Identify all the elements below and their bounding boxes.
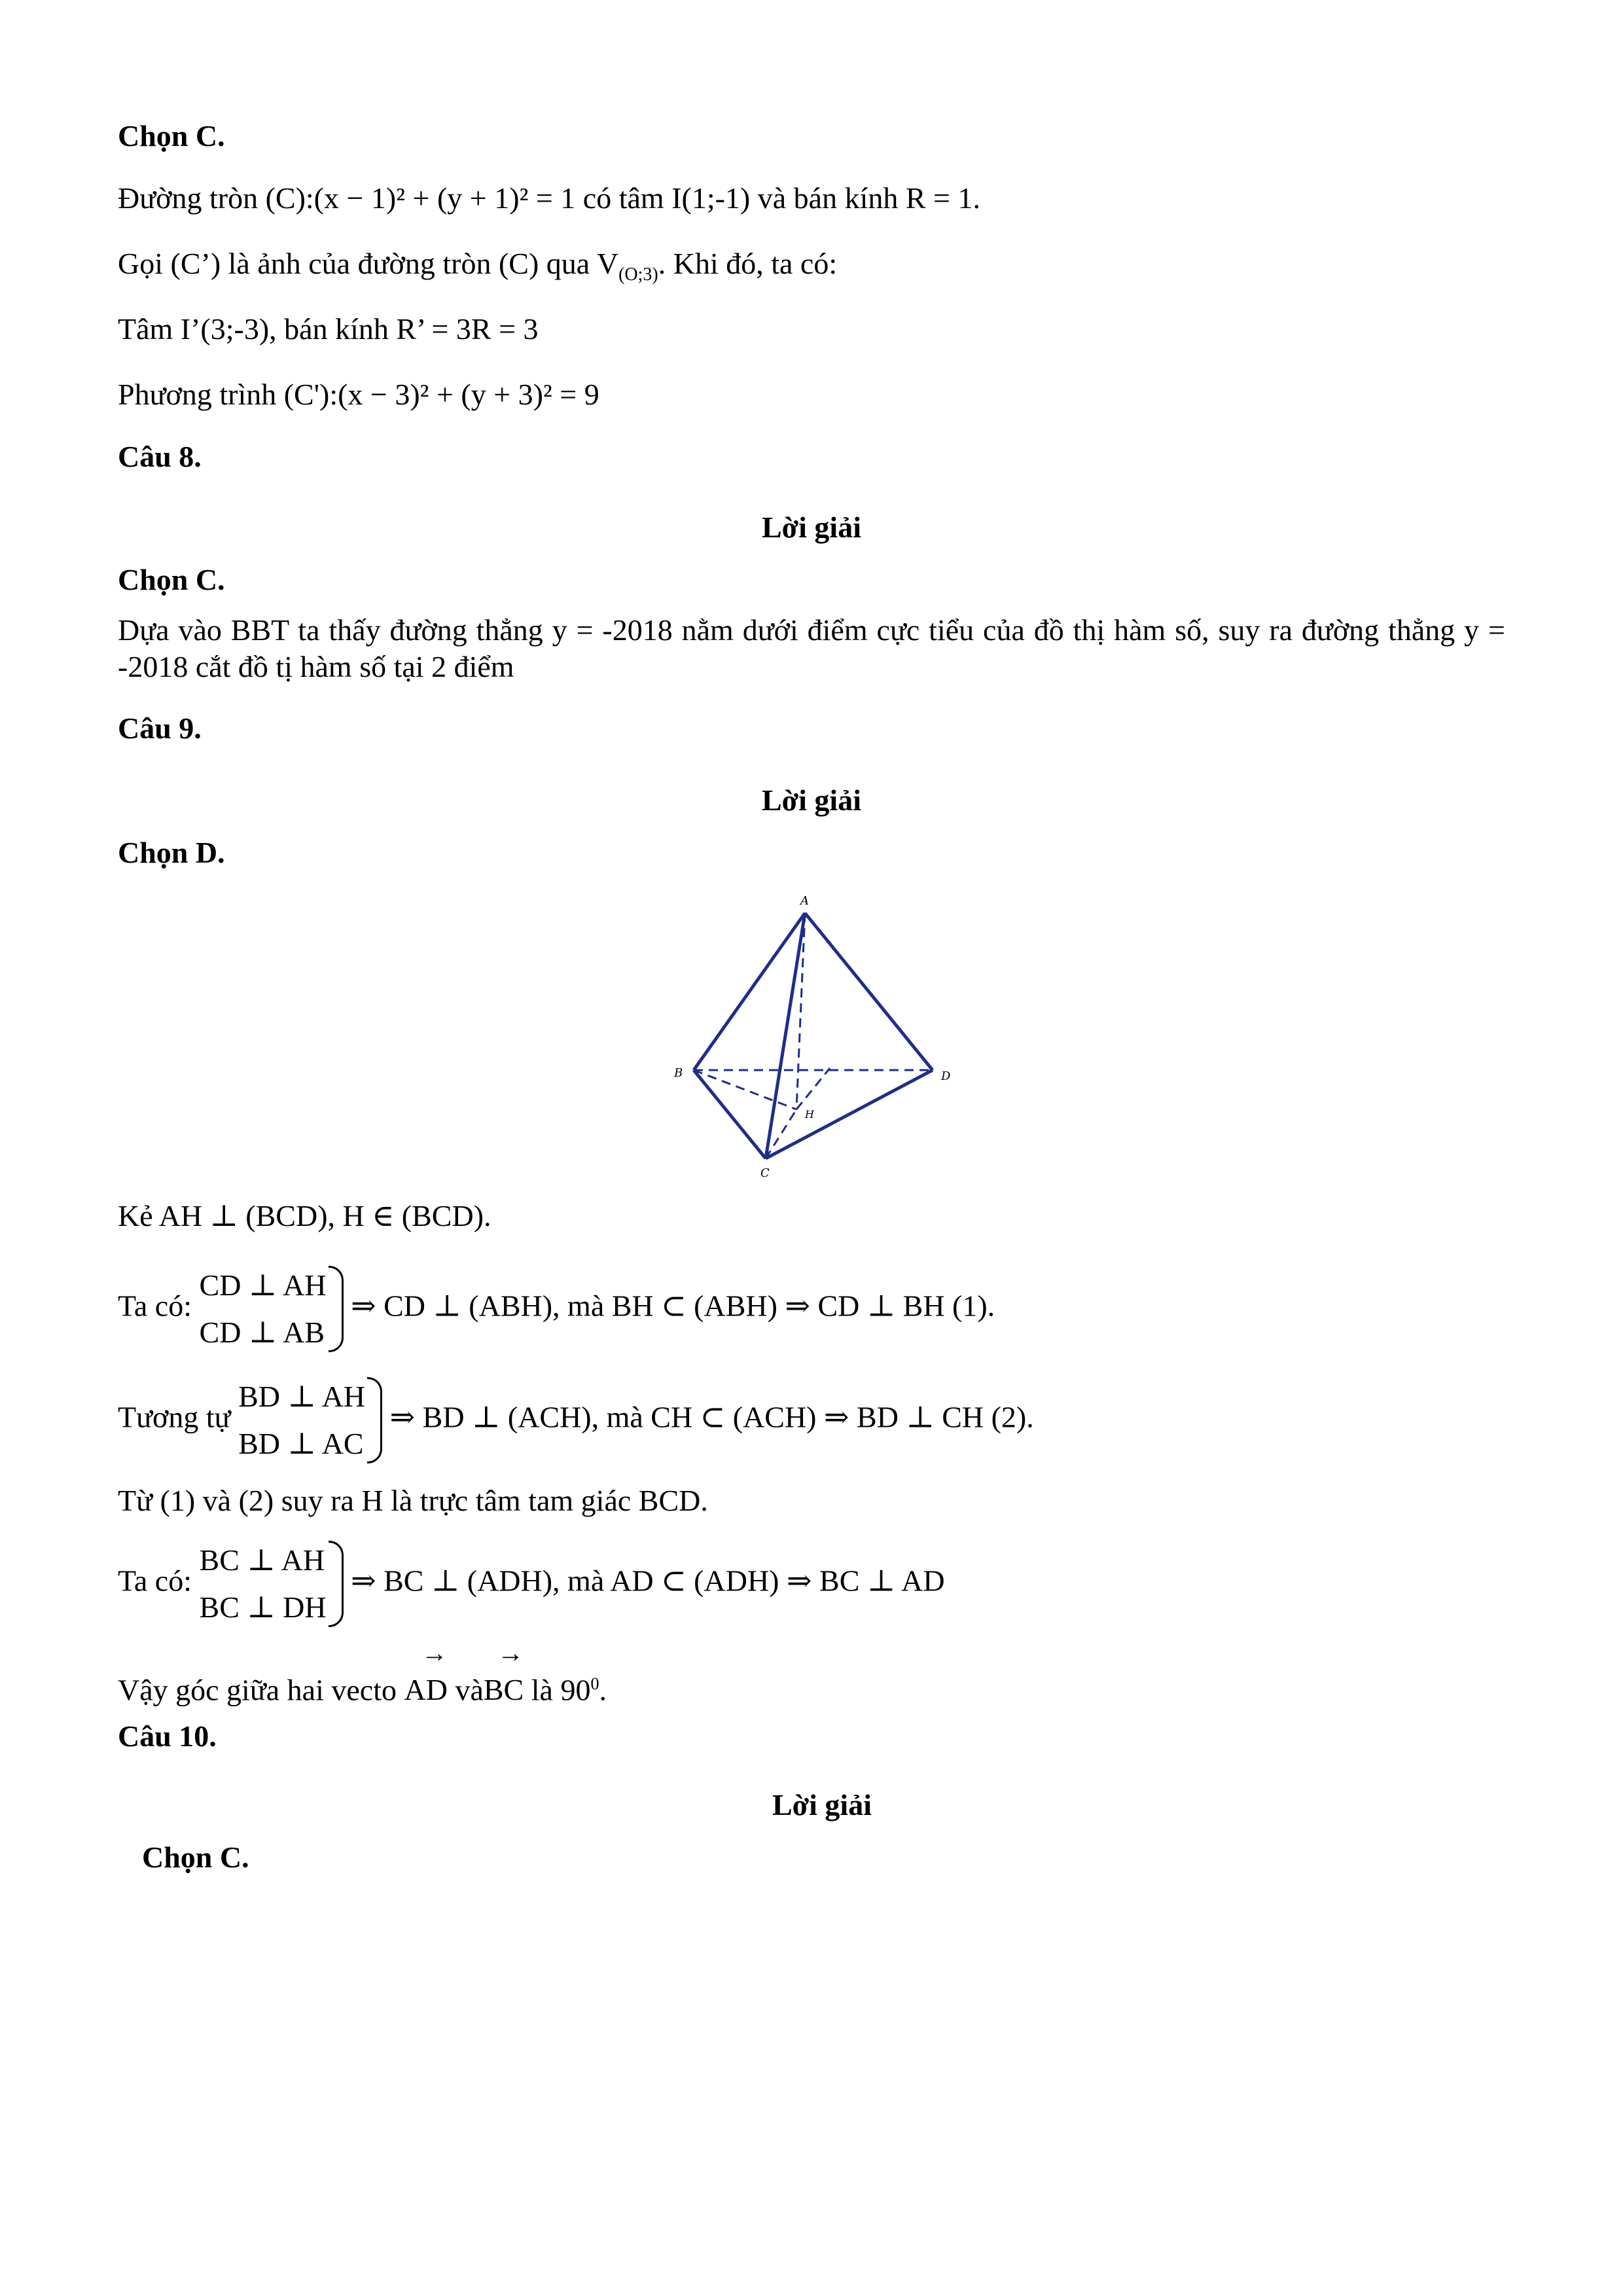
construction-line: Kẻ AH ⊥ (BCD), H ∈ (BCD). bbox=[118, 1199, 491, 1232]
vertex-c-label: C bbox=[760, 1166, 770, 1178]
vector-bc: → BC bbox=[484, 1672, 524, 1708]
system-3 bbox=[118, 1537, 945, 1631]
system-1-brace bbox=[200, 1262, 344, 1356]
final-text-c: . bbox=[599, 1673, 607, 1707]
question-10: Câu 10. bbox=[118, 1719, 217, 1753]
system-2-brace bbox=[238, 1373, 382, 1467]
homothety-sub: (O;3) bbox=[618, 264, 658, 285]
answer-10: Chọn C. bbox=[142, 1840, 249, 1874]
final-text-b: là 90 bbox=[531, 1673, 591, 1707]
answer-8: Chọn C. bbox=[118, 563, 225, 596]
system-1-row-1: CD ⊥ AH bbox=[199, 1268, 327, 1302]
solution-heading-8: Lời giải bbox=[762, 511, 861, 544]
vertex-a-label: A bbox=[800, 894, 809, 908]
final-text-a: Vậy góc giữa hai vecto bbox=[118, 1673, 397, 1707]
system-1-lead: Ta có: bbox=[118, 1289, 192, 1323]
tetrahedron-figure bbox=[668, 884, 982, 1178]
system-2 bbox=[118, 1373, 1034, 1467]
system-3-brace bbox=[200, 1537, 344, 1631]
homothety-tail: . Khi đó, ta có: bbox=[658, 247, 838, 280]
system-3-tail: ⇒ BC ⊥ (ADH), mà AD ⊂ (ADH) ⇒ BC ⊥ AD bbox=[351, 1564, 945, 1598]
system-2-row-2: BD ⊥ AC bbox=[238, 1427, 364, 1460]
system-2-lead: Tương tự bbox=[118, 1400, 231, 1434]
system-2-row-1: BD ⊥ AH bbox=[238, 1380, 366, 1413]
answer-9: Chọn D. bbox=[118, 836, 225, 869]
final-text-and: và bbox=[455, 1673, 484, 1707]
degree-sup: 0 bbox=[590, 1674, 599, 1693]
question-9: Câu 9. bbox=[118, 711, 202, 745]
new-center: Tâm I’(3;-3), bán kính R’ = 3R = 3 bbox=[118, 312, 539, 346]
orthocenter-conclusion: Từ (1) và (2) suy ra H là trực tâm tam giác BCD. bbox=[118, 1484, 708, 1517]
system-1 bbox=[118, 1262, 995, 1356]
new-equation: Phương trình (C'):(x − 3)² + (y + 3)² = 9 bbox=[118, 378, 599, 411]
homothety-line bbox=[118, 245, 837, 293]
system-2-tail: ⇒ BD ⊥ (ACH), mà CH ⊂ (ACH) ⇒ BD ⊥ CH (2). bbox=[389, 1400, 1034, 1434]
homothety-text: Gọi (C’) là ảnh của đường tròn (C) qua V bbox=[118, 247, 619, 280]
vector-ad: → AD bbox=[404, 1672, 448, 1708]
solution-heading-10: Lời giải bbox=[772, 1788, 872, 1821]
system-1-tail: ⇒ CD ⊥ (ABH), mà BH ⊂ (ABH) ⇒ CD ⊥ BH (1). bbox=[351, 1289, 995, 1323]
system-1-row-2: CD ⊥ AB bbox=[199, 1316, 325, 1349]
final-conclusion bbox=[118, 1666, 607, 1708]
solution-heading-9: Lời giải bbox=[762, 783, 861, 817]
question-8: Câu 8. bbox=[118, 440, 202, 473]
system-3-lead: Ta có: bbox=[118, 1564, 192, 1598]
paragraph-8: Dựa vào BBT ta thấy đường thẳng y = -2018 nằm dưới điểm cực tiểu của đồ thị hàm số, suy ra đường thẳng y = -2018 cắt đồ tị hàm số tại 2 điểm bbox=[118, 613, 1505, 683]
circle-equation: Đường tròn (C):(x − 1)² + (y + 1)² = 1 có tâm I(1;-1) và bán kính R = 1. bbox=[118, 181, 980, 215]
system-3-row-2: BC ⊥ DH bbox=[199, 1590, 327, 1624]
vertex-d-label: D bbox=[941, 1069, 951, 1083]
foot-h-label: H bbox=[805, 1108, 814, 1121]
answer-prev: Chọn C. bbox=[118, 119, 225, 152]
system-3-row-1: BC ⊥ AH bbox=[199, 1543, 325, 1577]
vertex-b-label: B bbox=[674, 1066, 683, 1080]
